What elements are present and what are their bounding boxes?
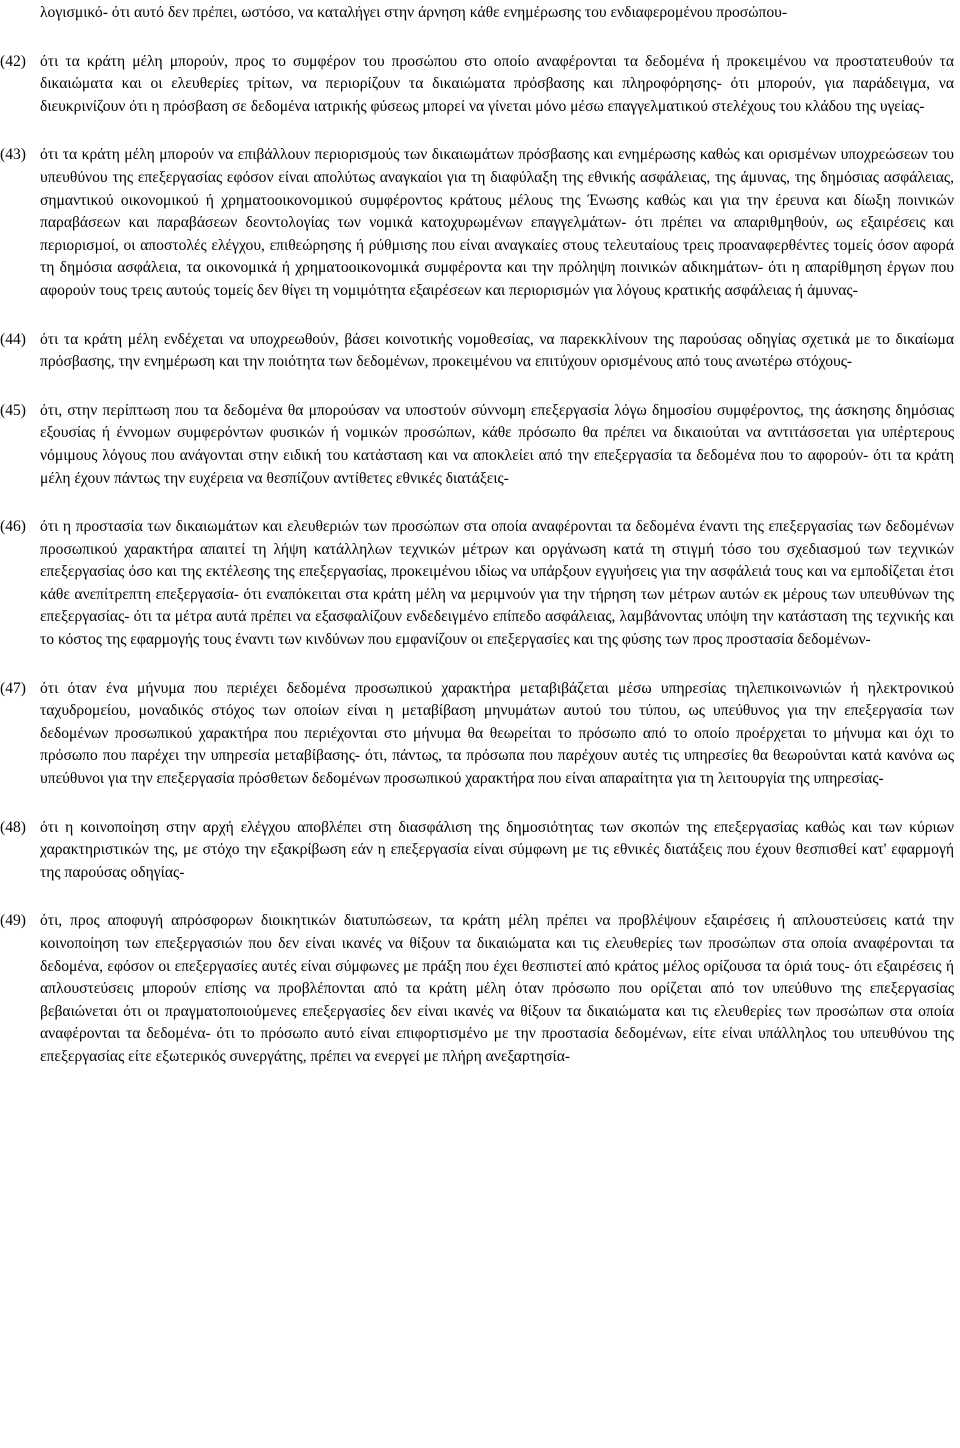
intro-paragraph: λογισμικό- ότι αυτό δεν πρέπει, ωστόσο, να καταλήγει στην άρνηση κάθε ενημέρωσης του ενδιαφερομένου προσώπου- (40, 4, 788, 21)
recital-text: ότι, στην περίπτωση που τα δεδομένα θα μπορούσαν να υποστούν σύννομη επεξεργασία λόγω δημοσίου συμφέροντος, της άσκησης δημόσιας εξουσίας ή έννομων συμφερόντων φυσικών ή νομικών προσώπων, κάθε πρόσωπο θα πρέπει να δικαιούται να αντιτάσσεται για υπέρτερους νόμιμους λόγους που ανάγονται στην ειδική του κατάσταση και να αποκλείει από την επεξεργασία τα δεδομένα που το αφορούν- ότι τα κράτη μέλη έχουν πάντως την ευχέρεια να θεσπίζουν αντίθετες εθνικές διατάξεις- (40, 401, 954, 487)
recital-47 (0, 678, 954, 791)
recital-text: ότι, προς αποφυγή απρόσφορων διοικητικών διατυπώσεων, τα κράτη μέλη πρέπει να προβλέψουν εξαιρέσεις ή απλουστεύσεις κατά την κοινοποίηση των επεξεργασιών που δεν είναι ικανές να θίξουν τα δικαιώματα και τις ελευθερίες των προσώπων στα οποία αναφέρονται τα δεδομένα, εφόσον οι επεξεργασίες αυτές είναι σύμφωνες με πράξη που έχει θεσπιστεί από κράτος μέλος ορίζουσα τα όριά τους- ότι εξαιρέσεις ή απλουστεύσεις μπορούν επίσης να προβλέπονται από τα κράτη μέλη όταν πρόσωπο που ορίζεται από τον υπεύθυνο της επεξεργασίας βεβαιώνεται ότι οι πραγματοποιούμενες επεξεργασίες δεν είναι ικανές να θίξουν τα δικαιώματα και τις ελευθερίες των προσώπων στα οποία αναφέρονται τα δεδομένα- ότι το πρόσωπο αυτό είναι επιφορτισμένο με την προστασία δεδομένων, είτε είναι υπάλληλος του υπευθύνου της επεξεργασίας είτε εξωτερικός συνεργάτης, πρέπει να ενεργεί με πλήρη ανεξαρτησία- (40, 912, 954, 1065)
recital-text: ότι όταν ένα μήνυμα που περιέχει δεδομένα προσωπικού χαρακτήρα μεταβιβάζεται μέσω υπηρεσίας τηλεπικοινωνιών ή ηλεκτρονικού ταχυδρομείου, μοναδικός στόχος των οποίων είναι η μεταβίβαση μηνυμάτων αυτού του τύπου, ως υπεύθυνος για την επεξεργασία των δεδομένων προσωπικού χαρακτήρα που περιέχονται στο μήνυμα θα θεωρείται το πρόσωπο από το οποίο προέρχεται το μήνυμα και όχι το πρόσωπο που παρέχει την υπηρεσία μεταβίβασης- ότι, πάντως, τα πρόσωπα που παρέχουν αυτές τις υπηρεσίες θα θεωρούνται κατά κανόνα ως υπεύθυνοι για την επεξεργασία πρόσθετων δεδομένων προσωπικού χαρακτήρα που είναι απαραίτητα για τη λειτουργία της υπηρεσίας- (40, 679, 954, 788)
document-page (0, 2, 954, 1069)
recital-number: (49) (0, 912, 26, 930)
recital-46 (0, 516, 954, 652)
recital-42 (0, 51, 954, 119)
recital-number: (43) (0, 146, 26, 164)
recital-49 (0, 910, 954, 1068)
recital-number: (47) (0, 679, 26, 697)
recital-44 (0, 329, 954, 374)
recital-text: ότι η κοινοποίηση στην αρχή ελέγχου αποβλέπει στη διασφάλιση της δημοσιότητας των σκοπών της επεξεργασίας καθώς και των κύριων χαρακτηριστικών της, με στόχο την εξακρίβωση εάν η επεξεργασία είναι σύμφωνη με τις εθνικές διατάξεις που έχουν θεσπισθεί κατ' εφαρμογή της παρούσας οδηγίας- (40, 818, 954, 881)
recital-text: ότι τα κράτη μέλη μπορούν να επιβάλλουν περιορισμούς των δικαιωμάτων πρόσβασης και ενημέρωσης καθώς και ορισμένων υποχρεώσεων του υπευθύνου της επεξεργασίας εφόσον είναι απολύτως αναγκαίοι για τη διαφύλαξη της εθνικής ασφάλειας, της άμυνας, της δημόσιας ασφάλειας, σημαντικού οικονομικού ή χρηματοοικονομικού συμφέροντος κράτους μέλους της Ένωσης καθώς και για την έρευνα και δίωξη ποινικών παραβάσεων και παραβάσεων δεοντολογίας των νομικά κατοχυρωμένων επαγγελμάτων- ότι πρέπει να απαριθμηθούν, ως εξαιρέσεις και περιορισμοί, οι αποστολές ελέγχου, επιθεώρησης ή ρύθμισης που είναι αναγκαίες στους τελευταίους τρεις προαναφερθέντες τομείς όσον αφορά τη δημόσια ασφάλεια, τα οικονομικά ή χρηματοοικονομικά συμφέροντα και την πρόληψη ποινικών αδικημάτων- ότι η απαρίθμηση έργων που αφορούν τους τρεις αυτούς τομείς δεν θίγει τη νομιμότητα εξαιρέσεων και περιορισμών για λόγους κρατικής ασφάλειας ή άμυνας- (40, 146, 954, 299)
recital-number: (46) (0, 518, 26, 536)
recital-text: ότι τα κράτη μέλη μπορούν, προς το συμφέρον του προσώπου στο οποίο αναφέρονται τα δεδομένα ή προκειμένου να προστατευθούν τα δικαιώματα και οι ελευθερίες τρίτων, να περιορίζουν τα δικαιώματα πρόσβασης και πληροφόρησης- ότι μπορούν, για παράδειγμα, να διευκρινίζουν ότι η πρόσβαση σε δεδομένα ιατρικής φύσεως μπορεί να γίνεται μόνο μέσω επαγγελματικού στελέχους του κλάδου της υγείας- (40, 52, 954, 115)
recital-number: (45) (0, 401, 26, 419)
recital-number: (48) (0, 818, 26, 836)
recital-text: ότι η προστασία των δικαιωμάτων και ελευθεριών των προσώπων στα οποία αναφέρονται τα δεδομένα έναντι της επεξεργασίας των δεδομένων προσωπικού χαρακτήρα απαιτεί τη λήψη κατάλληλων τεχνικών μέτρων και οργάνωση κατά τη στιγμή τόσο του σχεδιασμού των τεχνικών επεξεργασίας όσο και της εκτέλεσης της επεξεργασίας, προκειμένου ιδίως να υπάρξουν εγγυήσεις για την ασφάλειά τους και να εμποδίζεται έτσι κάθε ανεπίτρεπτη επεξεργασία- ότι εναπόκειται στα κράτη μέλη να μεριμνούν για την τήρηση των μέτρων αυτών εκ μέρους των υπευθύνων της επεξεργασίας- ότι τα μέτρα αυτά πρέπει να εξασφαλίζουν ενδεδειγμένο επίπεδο ασφάλειας, λαμβάνοντας υπόψη την κατάσταση της τεχνικής και το κόστος της εφαρμογής τους έναντι των κινδύνων που εμφανίζουν οι επεξεργασίες και της φύσης των προς προστασία δεδομένων- (40, 518, 954, 649)
recital-number: (44) (0, 330, 26, 348)
recital-number: (42) (0, 52, 26, 70)
recital-45 (0, 400, 954, 490)
recital-48 (0, 817, 954, 885)
recital-43 (0, 144, 954, 302)
recital-text: ότι τα κράτη μέλη ενδέχεται να υποχρεωθούν, βάσει κοινοτικής νομοθεσίας, να παρεκκλίνουν της παρούσας οδηγίας σχετικά με το δικαίωμα πρόσβασης, την ενημέρωση και την ποιότητα των δεδομένων, προκειμένου να επιτύχουν ορισμένους από τους ανωτέρω στόχους- (40, 330, 954, 371)
